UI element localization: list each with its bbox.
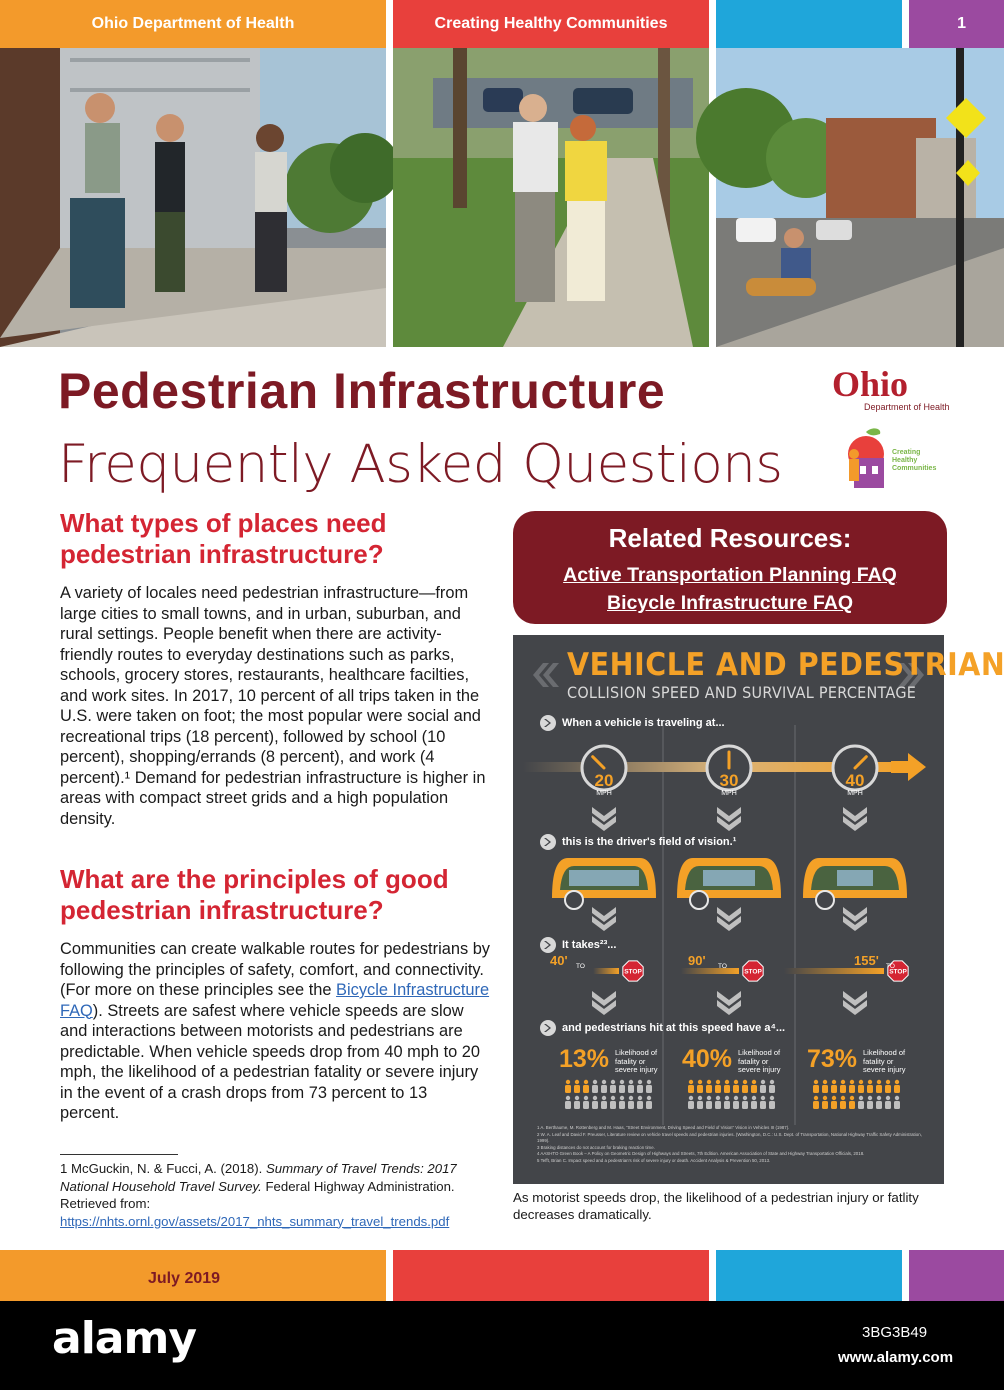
person-icon-body-1-15 (733, 1101, 739, 1109)
step-marker-icon (540, 937, 556, 953)
footnote-url-link[interactable]: https://nhts.ornl.gov/assets/2017_nhts_summary_travel_trends.pdf (60, 1213, 450, 1229)
stop-sign-label-2: STOP (889, 968, 907, 976)
person-icon-head-2-19 (895, 1096, 899, 1100)
step-marker-icon (540, 834, 556, 850)
person-icon-head-0-5 (611, 1080, 615, 1084)
speed-unit-20: MPH (596, 790, 612, 797)
person-icon-head-1-2 (707, 1080, 711, 1084)
person-icon-body-0-1 (574, 1085, 580, 1093)
person-icon-body-1-12 (706, 1101, 712, 1109)
person-icon-head-1-13 (716, 1096, 720, 1100)
step-vehicle-speed-label: When a vehicle is traveling at... (562, 717, 725, 729)
person-icon-head-0-7 (629, 1080, 633, 1084)
person-icon-head-1-6 (743, 1080, 747, 1084)
wheelchair-crosswalk-photo (716, 48, 1004, 347)
person-icon-body-1-8 (760, 1085, 766, 1093)
person-icon-head-2-9 (895, 1080, 899, 1084)
person-icon-body-2-18 (885, 1101, 891, 1109)
footnote (60, 1160, 480, 1230)
person-icon-head-1-4 (725, 1080, 729, 1084)
braking-to-label-20: TO (576, 963, 585, 970)
person-icon-head-1-1 (698, 1080, 702, 1084)
publication-date: July 2019 (148, 1270, 221, 1287)
person-icon-head-1-3 (716, 1080, 720, 1084)
steering-wheel-icon-1 (690, 891, 708, 909)
person-icon-head-1-18 (761, 1096, 765, 1100)
braking-distance-bar-2 (784, 968, 884, 974)
alamy-logo: alamy (52, 1313, 196, 1364)
person-icon-head-1-9 (770, 1080, 774, 1084)
person-icon-head-0-9 (647, 1080, 651, 1084)
person-icon-head-2-1 (823, 1080, 827, 1084)
reference-5: 5 Tefft, Brian C. Impact speed and a pedestrian's risk of severe injury or death. Accident Analysis & Prevention 50, 2013. (537, 1157, 771, 1163)
person-icon-head-2-8 (886, 1080, 890, 1084)
person-icon-body-2-13 (840, 1101, 846, 1109)
fatality-label-30: Likelihood of fatality or severe injury (738, 1048, 781, 1074)
section1-heading: What types of places need pedestrian infrastructure? (60, 508, 387, 569)
person-icon-head-2-10 (814, 1096, 818, 1100)
person-icon-head-1-14 (725, 1096, 729, 1100)
header-program-name: Creating Healthy Communities (434, 15, 668, 32)
person-icon-head-0-8 (638, 1080, 642, 1084)
person-icon-head-1-5 (734, 1080, 738, 1084)
header-purple-bar (909, 0, 1004, 48)
person-icon-head-0-18 (638, 1096, 642, 1100)
person-icon-body-0-19 (646, 1101, 652, 1109)
related-resources-title: Related Resources: (608, 523, 852, 553)
person-icon-head-0-6 (620, 1080, 624, 1084)
watermark-url: www.alamy.com (838, 1349, 954, 1366)
footnote-publisher: Federal Highway Administration. Retrieved from: (60, 1178, 455, 1211)
person-icon-head-0-1 (575, 1080, 579, 1084)
person-icon-head-0-12 (584, 1096, 588, 1100)
person-icon-body-2-12 (831, 1101, 837, 1109)
stop-sign-label-0: STOP (624, 968, 642, 976)
person-icon-head-0-17 (629, 1096, 633, 1100)
field-of-vision-2 (837, 870, 873, 886)
person-icon-body-1-1 (697, 1085, 703, 1093)
person-icon-body-0-11 (574, 1101, 580, 1109)
person-icon-body-1-0 (688, 1085, 694, 1093)
person-icon-body-2-9 (894, 1085, 900, 1093)
person-icon-body-2-3 (840, 1085, 846, 1093)
infographic-references (537, 1125, 927, 1165)
person-icon-head-0-10 (566, 1096, 570, 1100)
collision-speed-infographic (513, 635, 1005, 1184)
person-icon-body-1-11 (697, 1101, 703, 1109)
bicycle-infrastructure-faq-link[interactable]: Bicycle Infrastructure FAQ (607, 592, 853, 614)
person-icon-head-0-16 (620, 1096, 624, 1100)
person-icon-body-2-17 (876, 1101, 882, 1109)
person-icon-head-2-6 (868, 1080, 872, 1084)
footnote-divider (60, 1154, 178, 1155)
title-left-chevrons-icon (533, 663, 559, 687)
person-icon-head-1-17 (752, 1096, 756, 1100)
person-icon-head-2-5 (859, 1080, 863, 1084)
person-icon-head-2-17 (877, 1096, 881, 1100)
speed-value-40: 40 (845, 771, 865, 790)
person-icon-body-0-4 (601, 1085, 607, 1093)
header-blue-bar (716, 0, 902, 48)
person-icon-body-0-0 (565, 1085, 571, 1093)
field-of-vision-1 (703, 870, 755, 886)
person-icon-body-2-16 (867, 1101, 873, 1109)
person-icon-body-1-10 (688, 1101, 694, 1109)
fatality-label-20: Likelihood of fatality or severe injury (615, 1048, 658, 1074)
braking-distance-20: 40' (550, 953, 568, 968)
stop-sign-label-1: STOP (744, 968, 762, 976)
creating-healthy-communities-logo (840, 424, 960, 494)
steering-wheel-icon-2 (816, 891, 834, 909)
bicycle-faq-inline-link[interactable]: Bicycle Infrastructure FAQ (60, 981, 490, 1020)
steering-wheel-icon-0 (565, 891, 583, 909)
fatality-percent-30: 40% (682, 1045, 733, 1073)
person-icon-body-2-10 (813, 1101, 819, 1109)
infographic-caption: As motorist speeds drop, the likelihood of a pedestrian injury or fatlity decreases dramatically. (513, 1190, 919, 1222)
person-icon-body-1-13 (715, 1101, 721, 1109)
step-marker-icon (540, 1020, 556, 1036)
person-icon-body-0-3 (592, 1085, 598, 1093)
step-field-of-vision-label: this is the driver's field of vision.¹ (562, 836, 737, 848)
svg-text:Communities: Communities (892, 465, 937, 472)
person-icon-head-1-16 (743, 1096, 747, 1100)
person-icon-body-1-6 (742, 1085, 748, 1093)
section2-body (60, 939, 490, 1124)
person-icon-head-1-11 (698, 1096, 702, 1100)
person-icon-head-2-7 (877, 1080, 881, 1084)
braking-distance-bar-0 (593, 968, 619, 974)
person-icon-head-2-2 (832, 1080, 836, 1084)
person-icon-head-1-7 (752, 1080, 756, 1084)
braking-distance-bar-1 (681, 968, 739, 974)
person-icon-body-0-16 (619, 1101, 625, 1109)
section1-body: A variety of locales need pedestrian infrastructure—from large cities to small towns, and in urban, suburban, and rural settings. People benefit when there are activity-friendly routes to everyday destinations such as parks, schools, grocery stores, restaurants, healthcare facilties, and work sites. In 2017, 10 percent of all trips taken in the U.S. were taken on foot; the most popular were social and recreational trips (18 percent), followed by school (10 percent), shopping/errands (8 percent), and work (4 percent).¹ Demand for pedestrian infrastructure is higher in areas with compact street grids and a high population density. (60, 584, 486, 828)
person-icon-body-2-11 (822, 1101, 828, 1109)
person-icon-body-2-2 (831, 1085, 837, 1093)
footer-red-bar (393, 1250, 709, 1301)
person-icon-head-0-15 (611, 1096, 615, 1100)
footer-blue-bar (716, 1250, 902, 1301)
person-icon-body-1-9 (769, 1085, 775, 1093)
section2-heading: What are the principles of good pedestrian infrastructure? (60, 864, 449, 925)
person-icon-head-2-16 (868, 1096, 872, 1100)
person-icon-head-0-19 (647, 1096, 651, 1100)
footnote-title: Summary of Travel Trends: 2017 National Household Travel Survey. (60, 1161, 457, 1194)
person-icon-body-1-14 (724, 1101, 730, 1109)
person-icon-head-2-12 (832, 1096, 836, 1100)
speed-arrow-icon (891, 753, 926, 781)
infographic-subtitle: COLLISION SPEED AND SURVIVAL PERCENTAGE (567, 683, 917, 702)
person-icon-body-2-8 (885, 1085, 891, 1093)
person-icon-head-2-4 (850, 1080, 854, 1084)
reference-1: 1 A. Berthaume, M. Rottenberg and M. Haas, "Street Environment, Driving Speed and Field of Vision" Vision in Vehicles III (1987). (537, 1125, 790, 1130)
footer-purple-bar (909, 1250, 1004, 1301)
step-pedestrian-outcome-label: and pedestrians hit at this speed have a⁴... (562, 1022, 786, 1034)
person-icon-body-0-2 (583, 1085, 589, 1093)
person-icon-body-0-9 (646, 1085, 652, 1093)
person-icon-head-2-18 (886, 1096, 890, 1100)
person-icon-head-0-14 (602, 1096, 606, 1100)
page-number: 1 (957, 15, 966, 32)
footnote-authors: 1 McGuckin, N. & Fucci, A. (2018). (60, 1161, 266, 1176)
reference-4: 4 AASHTO Green Book – A Policy on Geometric Design of Highways and Streets, 7th Edition. American Association of State and Highway Transportation Officials, 2018. (537, 1151, 865, 1157)
person-icon-body-0-18 (637, 1101, 643, 1109)
person-icon-body-0-15 (610, 1101, 616, 1109)
ohio-department-of-health-logo (832, 366, 962, 416)
elderly-couple-photo (393, 48, 709, 347)
person-icon-body-1-2 (706, 1085, 712, 1093)
speed-value-30: 30 (719, 771, 739, 790)
person-icon-body-1-17 (751, 1101, 757, 1109)
person-icon-body-2-15 (858, 1101, 864, 1109)
ohio-logo-subtitle: Department of Health (864, 402, 950, 412)
person-icon-head-2-11 (823, 1096, 827, 1100)
person-icon-body-0-17 (628, 1101, 634, 1109)
person-icon-head-2-15 (859, 1096, 863, 1100)
fatality-percent-40: 73% (807, 1045, 858, 1073)
fatality-label-40: Likelihood of fatality or severe injury (863, 1048, 906, 1074)
page-subtitle: Frequently Asked Questions (58, 434, 783, 495)
infographic-title: VEHICLE AND PEDESTRIAN (567, 647, 1005, 683)
person-icon-body-2-4 (849, 1085, 855, 1093)
page-title: Pedestrian Infrastructure (58, 363, 666, 419)
fatality-percent-20: 13% (559, 1045, 610, 1073)
person-icon-head-0-13 (593, 1096, 597, 1100)
speed-unit-40: MPH (847, 790, 863, 797)
related-resources-box (513, 511, 947, 624)
person-icon-body-1-18 (760, 1101, 766, 1109)
person-icon-head-1-0 (689, 1080, 693, 1084)
active-transportation-faq-link[interactable]: Active Transportation Planning FAQ (563, 564, 897, 586)
person-icon-head-1-19 (770, 1096, 774, 1100)
person-icon-body-0-5 (610, 1085, 616, 1093)
person-icon-body-1-5 (733, 1085, 739, 1093)
person-icon-body-2-7 (876, 1085, 882, 1093)
ohio-logo-word: Ohio (832, 364, 909, 404)
braking-to-label-30: TO (718, 963, 727, 970)
person-icon-head-1-10 (689, 1096, 693, 1100)
person-icon-body-1-3 (715, 1085, 721, 1093)
person-icon-body-0-6 (619, 1085, 625, 1093)
braking-to-label-40: TO (886, 963, 895, 970)
person-icon-body-2-1 (822, 1085, 828, 1093)
reference-3: 3 Braking distances do not account for braking reaction time. (537, 1144, 655, 1150)
header-org-name: Ohio Department of Health (91, 15, 295, 32)
section2-body-end: ). Streets are safest where vehicle speeds are slow and interactions between motorists and pedestrians are predictable. When vehicle speeds drop from 40 mph to 20 mph, the likelihood of a pedestrian fatality or severe injury in the event of a crash drops from 73 percent to 13 percent. (60, 1001, 481, 1122)
svg-text:Healthy: Healthy (892, 457, 918, 464)
person-icon-head-0-0 (566, 1080, 570, 1084)
person-icon-body-2-0 (813, 1085, 819, 1093)
image-id: 3BG3B49 (862, 1324, 928, 1341)
reference-2: 2 W. A. Leaf and David F. Preusser, Literature review on vehicle travel speeds and pedestrian injuries. (Washington, D.C.: U.S. Dept. of Transportation, National Highway Traffic Safety Administration, 1999). (537, 1131, 922, 1144)
header-red-bar (393, 0, 709, 48)
person-icon-body-0-13 (592, 1101, 598, 1109)
section2-body-start: Communities can create walkable routes for pedestrians by following the principles of safety, comfort, and connectivity. (For more on these principles see the (60, 940, 491, 999)
person-icon-body-0-10 (565, 1101, 571, 1109)
person-icon-body-1-19 (769, 1101, 775, 1109)
person-icon-body-2-5 (858, 1085, 864, 1093)
person-icon-head-0-11 (575, 1096, 579, 1100)
person-icon-head-1-15 (734, 1096, 738, 1100)
person-icon-head-2-0 (814, 1080, 818, 1084)
step-marker-icon (540, 715, 556, 731)
step-braking-distance-label: It takes²³... (562, 939, 617, 951)
svg-text:Creating: Creating (892, 449, 921, 456)
speed-value-20: 20 (594, 771, 614, 790)
braking-distance-40: 155' (854, 953, 879, 968)
family-walking-photo (0, 48, 386, 347)
person-icon-body-0-7 (628, 1085, 634, 1093)
person-icon-head-2-13 (841, 1096, 845, 1100)
header-orange-bar (0, 0, 386, 48)
person-icon-head-0-3 (593, 1080, 597, 1084)
person-icon-head-1-12 (707, 1096, 711, 1100)
person-icon-body-1-16 (742, 1101, 748, 1109)
person-icon-body-2-14 (849, 1101, 855, 1109)
person-icon-body-0-8 (637, 1085, 643, 1093)
person-icon-head-2-3 (841, 1080, 845, 1084)
person-icon-body-2-6 (867, 1085, 873, 1093)
person-icon-head-0-2 (584, 1080, 588, 1084)
person-icon-head-0-4 (602, 1080, 606, 1084)
person-icon-body-1-7 (751, 1085, 757, 1093)
person-icon-body-1-4 (724, 1085, 730, 1093)
person-icon-body-0-12 (583, 1101, 589, 1109)
field-of-vision-0 (569, 870, 639, 886)
person-icon-body-0-14 (601, 1101, 607, 1109)
person-icon-head-2-14 (850, 1096, 854, 1100)
person-icon-head-1-8 (761, 1080, 765, 1084)
person-icon-body-2-19 (894, 1101, 900, 1109)
speed-unit-30: MPH (721, 790, 737, 797)
braking-distance-30: 90' (688, 953, 706, 968)
